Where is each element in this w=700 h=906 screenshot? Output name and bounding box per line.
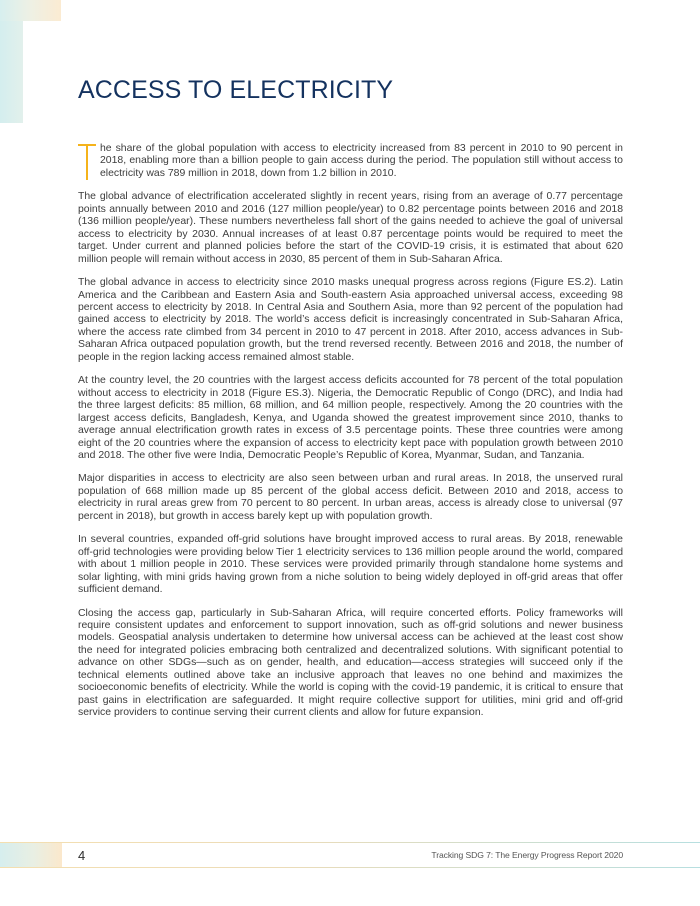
paragraph: Major disparities in access to electricity are also seen between urban and rural areas. In 2018, the unserved rural population of 668 million made up 85 percent of the global access deficit. Between 2010 and 2018, access to electricity in rural areas grew from 70 percent to 80 percent. In urban areas, access is already close to universal (97 percent in 2018), but growth in access barely kept up with population growth.	[78, 473, 623, 522]
paragraph: At the country level, the 20 countries with the largest access deficits accounted for 78 percent of the total population without access to electricity in 2018 (Figure ES.3). Nigeria, the Democratic Republic of Congo (DRC), and India had the three largest deficits: 85 million, 68 million, and 64 million people, respectively. Among the 20 countries with the largest access deficits, Bangladesh, Kenya, and Uganda showed the greatest improvement since 2010, thanks to average annual electrification growth rates in excess of 3.5 percentage points. These three countries were among eight of the 20 countries where the expansion of access to electricity kept pace with population growth between 2010 and 2018. The other five were India, Democratic People’s Republic of Korea, Myanmar, Sudan, and Tanzania.	[78, 375, 623, 461]
paragraph: Closing the access gap, particularly in Sub-Saharan Africa, will require concerted efforts. Policy frameworks will require consistent updates and enforcement to support innovation, such as off-grid solutions and newer business models. Geospatial analysis undertaken to determine how universal access can be achieved at the least cost show the need for integrated policies embracing both centralized and decentralized solutions. With significant potential to advance on other SDGs—such as on gender, health, and education—access strategies will succeed only if the technical elements outlined above take an inclusive approach that leaves no one behind and maximizes the socioeconomic benefits of electricity. While the world is coping with the covid-19 pandemic, it is critical to ensure that past gains in electrification are safeguarded. It might require collective support for utilities, mini grid and off-grid service providers to continue serving their current clients and allow for future expansion.	[78, 607, 623, 719]
page-title: ACCESS TO ELECTRICITY	[78, 76, 394, 104]
dropcap-letter	[78, 144, 97, 180]
paragraph: The global advance of electrification accelerated slightly in recent years, rising from an average of 0.77 percentage points annually between 2010 and 2016 (127 million people/year) to 0.82 percentage points between 2016 and 2018 (136 million people/year). These numbers nevertheless fall short of the gains needed to achieve the goal of universal access to electricity by 2030. Annual increases of at least 0.87 percentage points would be required to meet the target. Under current and planned policies before the start of the COVID-19 crisis, it is estimated that about 620 million people will remain without access in 2030, 85 percent of them in Sub-Saharan Africa.	[78, 191, 623, 265]
paragraph: The global advance in access to electricity since 2010 masks unequal progress across regions (Figure ES.2). Latin America and the Caribbean and Eastern Asia and South-eastern Asia approached universal access, exceeding 98 percent access to electricity by 2018. In Central Asia and Southern Asia, more than 92 percent of the population had gained access to electricity by 2018. The world’s access deficit is increasingly concentrated in Sub-Saharan Africa, where the access rate climbed from 34 percent in 2010 to 47 percent in 2018. After 2010, access advances in Sub-Saharan Africa outpaced population growth, but the trend reversed recently. Between 2016 and 2018, the number of people in the region lacking access remained almost stable.	[78, 277, 623, 363]
page-footer	[0, 842, 700, 868]
running-title: Tracking SDG 7: The Energy Progress Report 2020	[431, 850, 623, 860]
page-number: 4	[78, 848, 86, 863]
footer-divider-bottom	[0, 867, 700, 868]
paragraph-intro-text: he share of the global population with access to electricity increased from 83 percent in 2010 to 90 percent in 2018, enabling more than a billion people to gain access during the period. The population still without access to electricity was 789 million in 2018, down from 1.2 billion in 2010.	[100, 143, 623, 179]
body-text	[78, 143, 623, 731]
paragraph: In several countries, expanded off-grid solutions have brought improved access to rural areas. By 2018, renewable off-grid technologies were providing below Tier 1 electricity services to 136 million people around the world, compared with about 1 million people in 2010. These services were provided primarily through standalone home systems and solar lighting, with mini grids having grown from a niche solution to being widely deployed in off-grid areas that offer sufficient demand.	[78, 534, 623, 596]
corner-decoration-horizontal	[0, 0, 61, 21]
paragraph-intro	[78, 143, 623, 180]
footer-color-block	[0, 843, 62, 867]
footer-divider-top	[0, 842, 700, 843]
